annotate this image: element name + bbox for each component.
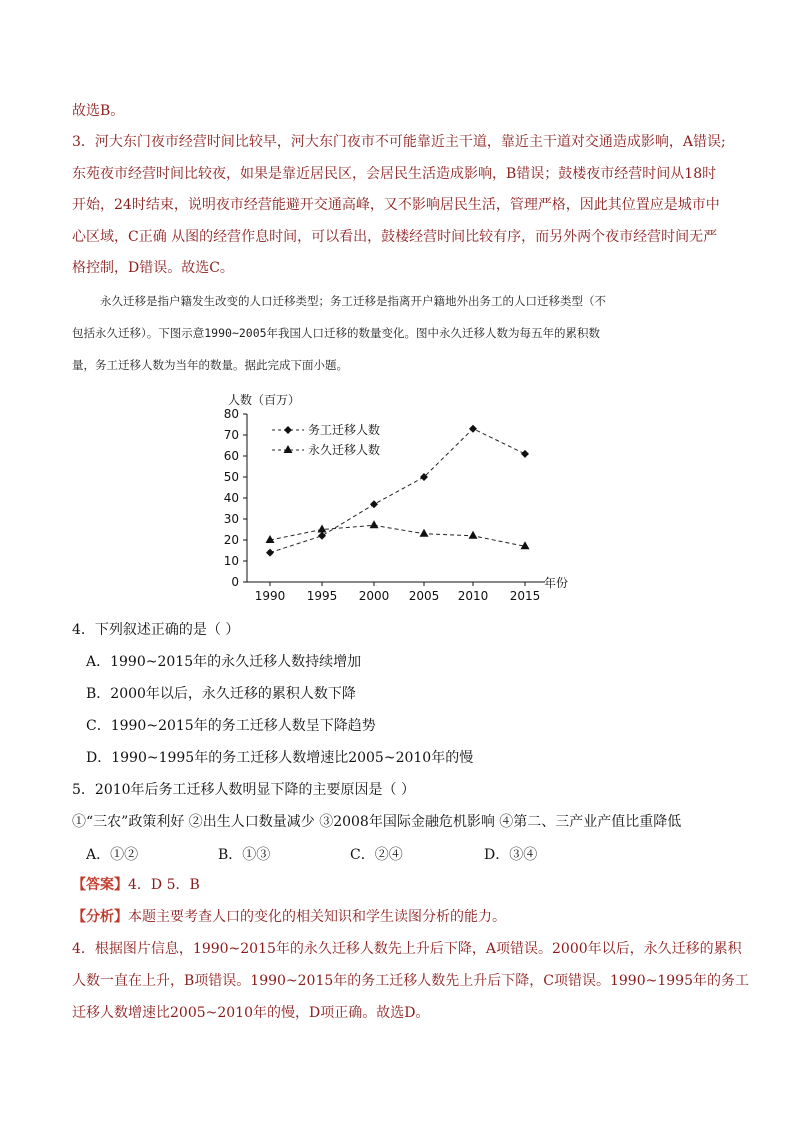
- data-point-diamond: [266, 549, 274, 557]
- x-tick-label: 2000: [358, 589, 390, 603]
- q4-stem: 4．下列叙述正确的是（ ）: [72, 622, 240, 638]
- q4-option-d[interactable]: D．1990~1995年的务工迁移人数增速比2005~2010年的慢: [86, 750, 474, 766]
- migration-line-chart: [200, 385, 620, 610]
- x-tick-label: 1995: [306, 589, 338, 603]
- y-tick-label: 20: [223, 533, 239, 547]
- intro-line: 永久迁移是指户籍发生改变的人口迁移类型；务工迁移是指离开户籍地外出务工的人口迁移类型（不: [100, 294, 606, 308]
- y-tick-label: 0: [231, 575, 239, 589]
- legend-marker-diamond: [284, 426, 292, 434]
- y-tick-label: 50: [223, 470, 239, 484]
- intro-line: 量，务工迁移人数为当年的数量。据此完成下面小题。: [72, 358, 348, 372]
- data-point-triangle: [469, 531, 478, 539]
- data-point-triangle: [318, 525, 327, 533]
- analysis-tag: 【分析】: [72, 909, 128, 925]
- analysis-detail-line: 迁移人数增速比2005~2010年的慢，D项正确。故选D。: [72, 1005, 430, 1021]
- data-point-triangle: [420, 529, 429, 537]
- q4-option-b[interactable]: B．2000年以后，永久迁移的累积人数下降: [86, 686, 356, 702]
- prev-solution-line: 3．河大东门夜市经营时间比较早，河大东门夜市不可能靠近主干道，靠近主干道对交通造成影响，A错误;: [72, 134, 726, 150]
- analysis-detail-line: 人数一直在上升，B项错误。1990~2015年的务工迁移人数先上升后下降，C项错误。1990~1995年的务工: [72, 973, 749, 989]
- answer-line: [72, 875, 200, 895]
- intro-line: 包括永久迁移）。下图示意1990~2005年我国人口迁移的数量变化。图中永久迁移人数为每五年的累积数: [72, 326, 601, 340]
- answer-text: 4．D 5．B: [128, 877, 200, 893]
- data-point-triangle: [370, 520, 379, 528]
- prev-solution-line: 格控制，D错误。故选C。: [72, 260, 234, 276]
- q5-choice-d[interactable]: D．③④: [484, 847, 538, 863]
- analysis-line: [72, 907, 506, 927]
- q4-option-a[interactable]: A．1990~2015年的永久迁移人数持续增加: [86, 654, 362, 670]
- prev-solution-line: 故选B。: [72, 103, 125, 119]
- data-point-diamond: [469, 425, 477, 433]
- q5-choice-c[interactable]: C．②④: [350, 847, 403, 863]
- y-axis-label: 人数（百万）: [228, 393, 301, 407]
- y-tick-label: 30: [223, 512, 239, 526]
- x-tick-label: 1990: [254, 589, 286, 603]
- legend: [272, 422, 380, 457]
- y-tick-label: 60: [223, 449, 239, 463]
- y-tick-label: 10: [223, 554, 239, 568]
- answer-tag: 【答案】: [72, 877, 128, 893]
- analysis-detail-line: 4．根据图片信息，1990~2015年的永久迁移人数先上升后下降，A项错误。2000年以后，永久迁移的累积: [72, 941, 742, 957]
- data-point-diamond: [318, 532, 326, 540]
- series-line-triangle: [270, 525, 525, 546]
- q5-choice-a[interactable]: A．①②: [86, 847, 139, 863]
- analysis-text: 本题主要考查人口的变化的相关知识和学生读图分析的能力。: [128, 909, 506, 925]
- q5-choice-b[interactable]: B．①③: [218, 847, 271, 863]
- q5-items: ①“三农”政策利好 ②出生人口数量减少 ③2008年国际金融危机影响 ④第二、三产业产值比重降低: [72, 814, 682, 830]
- y-tick-label: 70: [223, 428, 239, 442]
- prev-solution-line: 东苑夜市经营时间比较夜，如果是靠近居民区，会居民生活造成影响，B错误；鼓楼夜市经营时间从18时: [72, 166, 717, 182]
- y-tick-label: 80: [223, 407, 239, 421]
- x-tick-label: 2010: [457, 589, 489, 603]
- prev-solution-line: 开始，24时结束，说明夜市经营能避开交通高峰，又不影响居民生活，管理严格，因此其位置应是城市中: [72, 197, 720, 213]
- data-point-diamond: [370, 500, 378, 508]
- x-tick-label: 2015: [509, 589, 541, 603]
- legend-label-work: 务工迁移人数: [308, 423, 381, 437]
- prev-solution-line: 心区域，C正确 从图的经营作息时间，可以看出，鼓楼经营时间比较有序，而另外两个夜市经营时间无严: [72, 229, 718, 245]
- data-point-diamond: [521, 450, 529, 458]
- x-tick-label: 2005: [408, 589, 440, 603]
- x-axis-label: 年份: [544, 576, 569, 590]
- y-tick-label: 40: [223, 491, 239, 505]
- legend-label-perm: 永久迁移人数: [308, 443, 381, 457]
- q5-stem: 5．2010年后务工迁移人数明显下降的主要原因是（ ）: [72, 782, 415, 798]
- legend-marker-triangle: [284, 445, 293, 453]
- q4-option-c[interactable]: C．1990~2015年的务工迁移人数呈下降趋势: [86, 718, 376, 734]
